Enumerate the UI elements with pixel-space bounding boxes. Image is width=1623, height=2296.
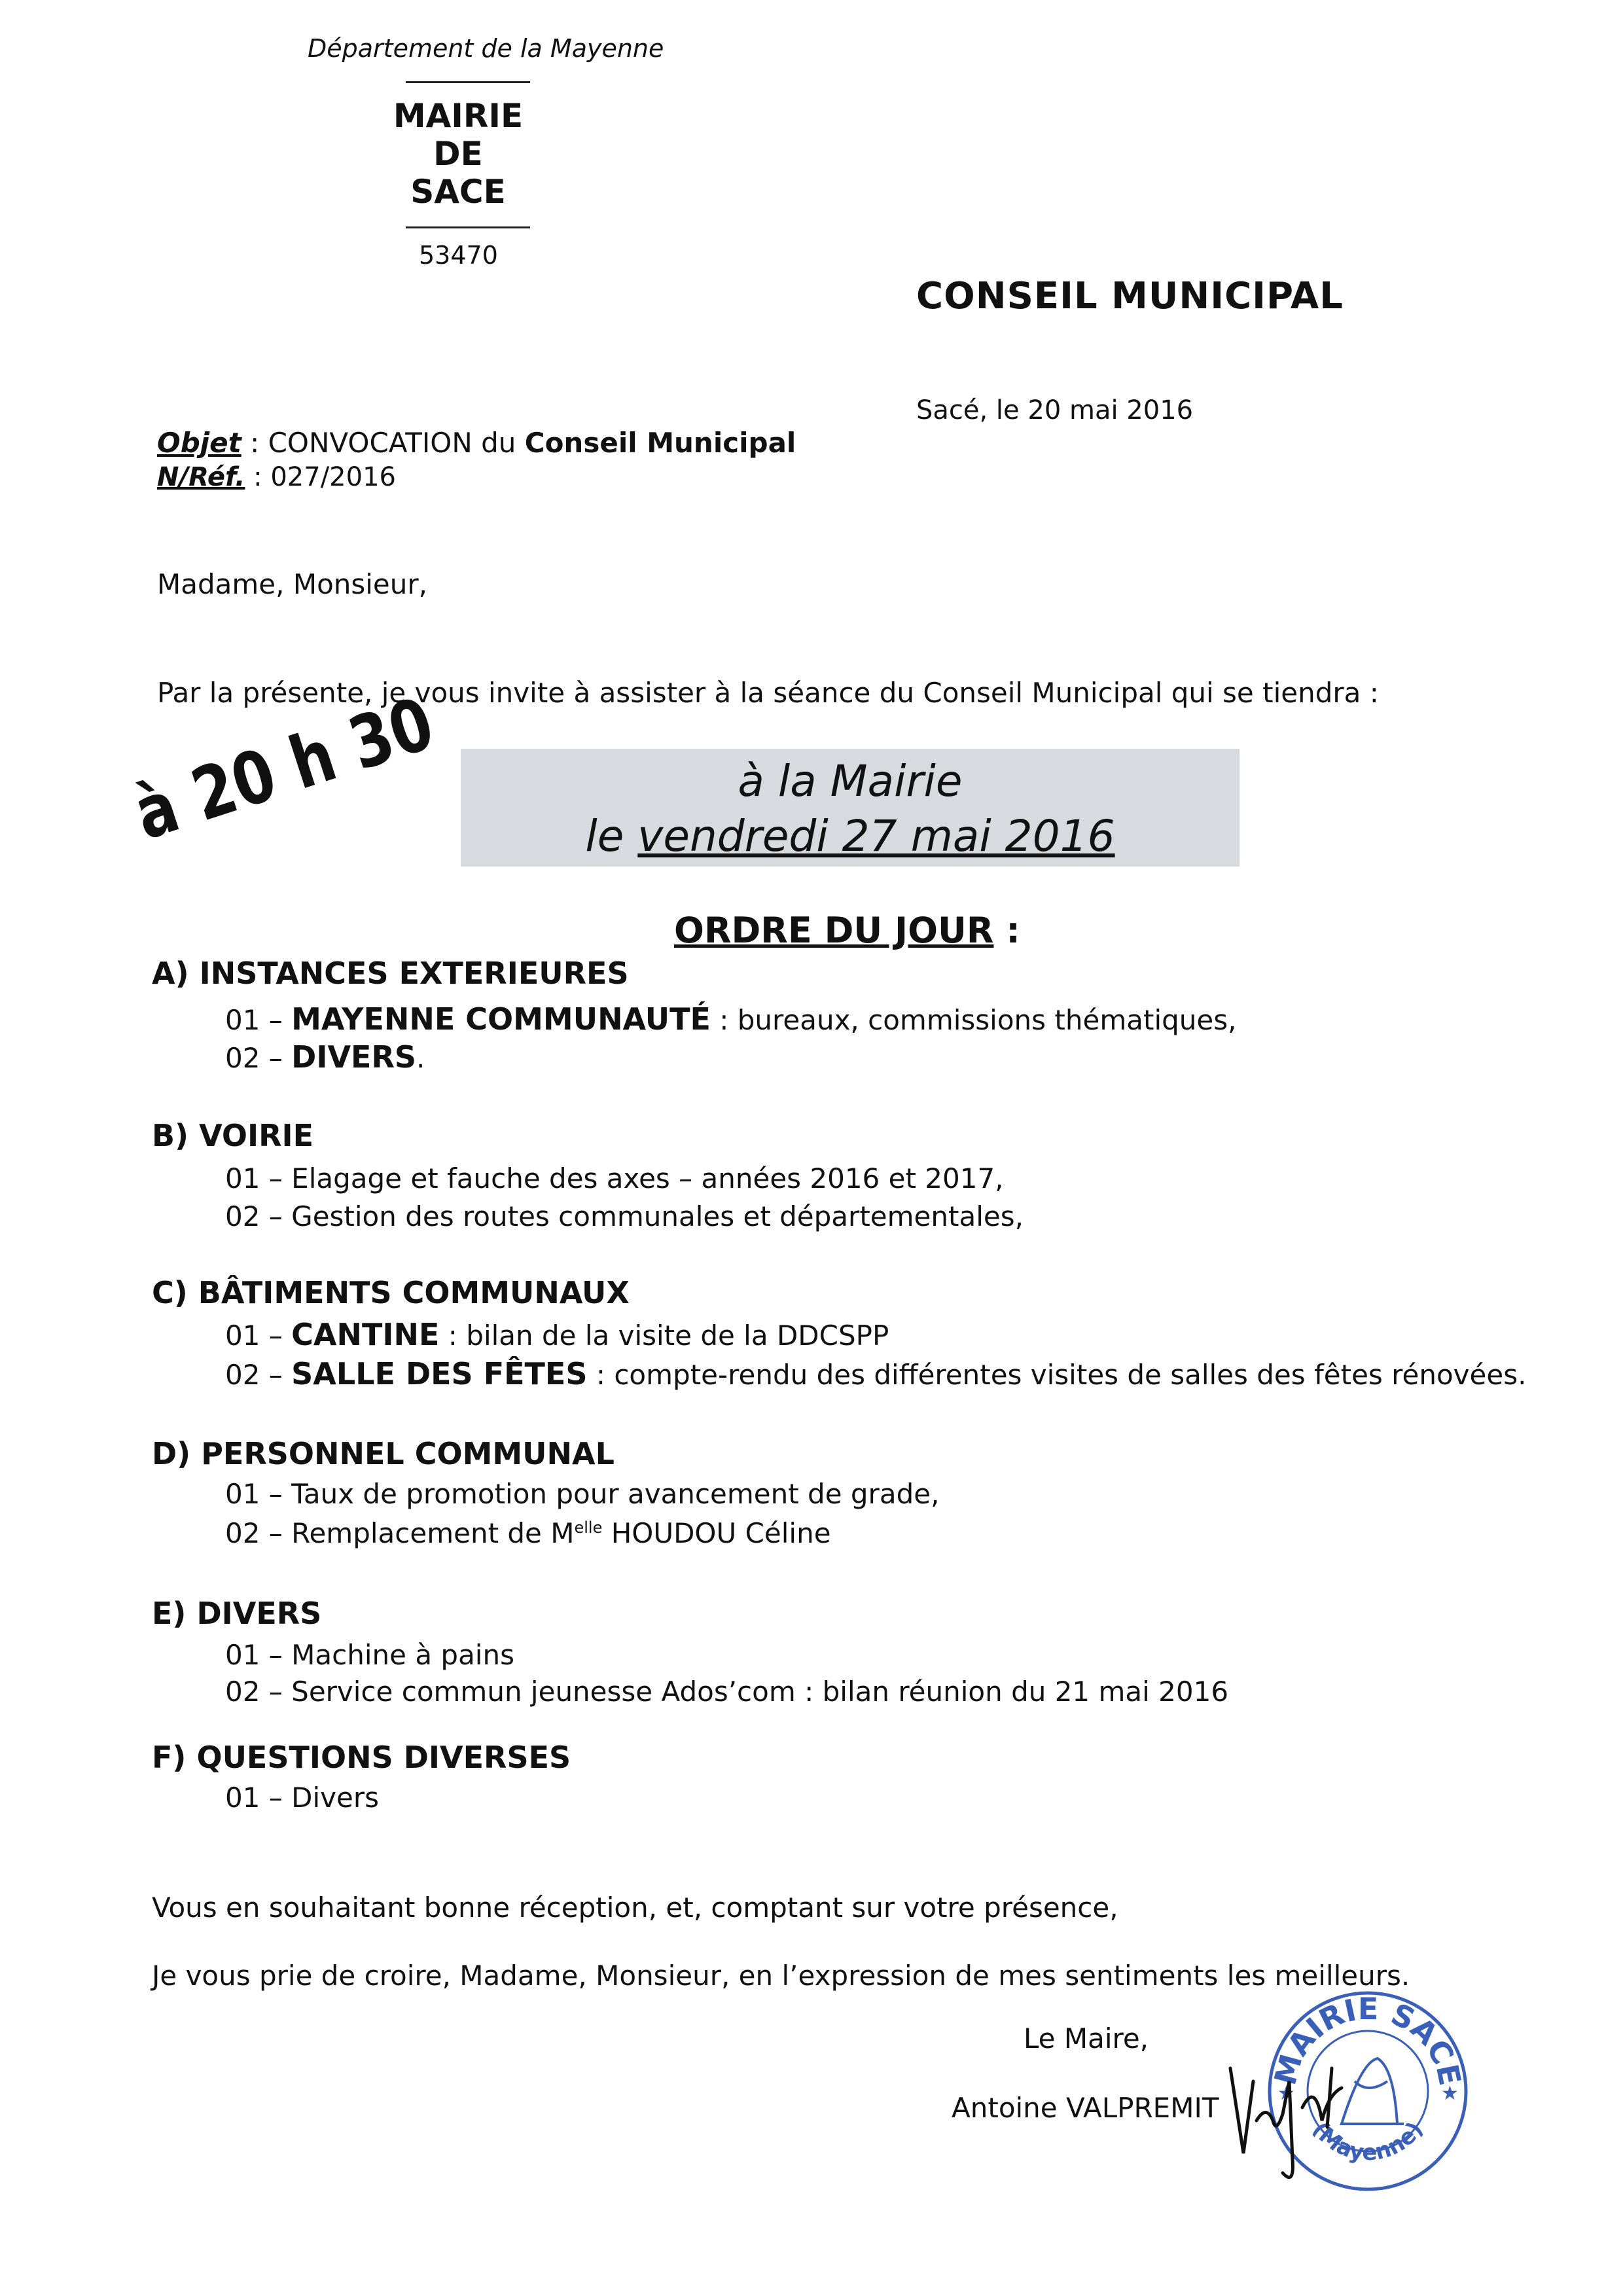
reference-sep: : — [245, 462, 271, 492]
agenda-item — [225, 1639, 514, 1671]
item-text: Gestion des routes communales et départementales, — [291, 1200, 1024, 1232]
section-title: B) VOIRIE — [152, 1118, 314, 1153]
item-text: Machine à pains — [291, 1639, 514, 1671]
signer-name: Antoine VALPREMIT — [952, 2092, 1219, 2124]
item-number: 01 – — [225, 1004, 292, 1036]
item-text: Elagage et fauche des axes – années 2016 et 2017, — [291, 1162, 1004, 1194]
subject-label: Objet — [157, 427, 241, 459]
item-text: : bureaux, commissions thématiques, — [710, 1004, 1237, 1036]
subject-sep: : — [241, 427, 268, 459]
agenda-item — [225, 1517, 831, 1549]
subject-bold: Conseil Municipal — [524, 427, 796, 459]
handwritten-signature — [1217, 2042, 1414, 2199]
agenda-item — [225, 1356, 1526, 1391]
intro-paragraph: Par la présente, je vous invite à assister à la séance du Conseil Municipal qui se tiendra : — [157, 677, 1379, 709]
item-bold: SALLE DES FÊTES — [291, 1356, 588, 1391]
reference-label: N/Réf. — [157, 462, 245, 492]
item-text: Remplacement de M — [291, 1517, 575, 1549]
agenda-item — [225, 1782, 379, 1814]
item-number: 01 – — [225, 1162, 292, 1194]
section-title: C) BÂTIMENTS COMMUNAUX — [152, 1275, 630, 1310]
item-superscript: elle — [574, 1518, 603, 1537]
item-text: : compte-rendu des différentes visites de salles des fêtes rénovées. — [587, 1359, 1527, 1391]
agenda-title-text: ORDRE DU JOUR — [674, 910, 994, 951]
subject-line — [157, 427, 796, 459]
item-text: . — [416, 1042, 425, 1074]
agenda-title — [674, 910, 1020, 951]
item-bold: CANTINE — [291, 1317, 440, 1352]
item-bold: MAYENNE COMMUNAUTÉ — [291, 1001, 711, 1037]
place-date: Sacé, le 20 mai 2016 — [916, 395, 1194, 425]
agenda-item — [225, 1478, 939, 1510]
signer-role: Le Maire, — [1024, 2022, 1149, 2054]
meeting-date-line — [461, 809, 1240, 864]
item-number: 02 – — [225, 1676, 292, 1708]
greeting: Madame, Monsieur, — [157, 568, 428, 600]
closing-line: Vous en souhaitant bonne réception, et, comptant sur votre présence, — [152, 1892, 1118, 1924]
document-title: CONSEIL MUNICIPAL — [916, 275, 1344, 317]
subject-text: CONVOCATION du — [268, 427, 525, 459]
section-title: E) DIVERS — [152, 1596, 322, 1631]
mairie-line: MAIRIE — [393, 97, 524, 135]
mairie-line: SACE — [410, 173, 506, 211]
item-number: 02 – — [225, 1200, 292, 1232]
item-text: Taux de promotion pour avancement de grade, — [291, 1478, 940, 1510]
item-number: 01 – — [225, 1782, 292, 1814]
item-number: 01 – — [225, 1639, 292, 1671]
item-bold: DIVERS — [291, 1039, 417, 1075]
item-text: Divers — [291, 1782, 380, 1814]
postal-code: 53470 — [419, 241, 498, 270]
mairie-line: DE — [433, 135, 483, 173]
stamp-top-text: MAIRIE SACE — [1267, 1990, 1469, 2089]
item-number: 01 – — [225, 1319, 292, 1352]
item-text-after: HOUDOU Céline — [602, 1517, 831, 1549]
meeting-date-prefix: le — [585, 811, 638, 861]
item-number: 02 – — [225, 1517, 292, 1549]
item-number: 02 – — [225, 1359, 292, 1391]
agenda-item — [225, 1317, 889, 1352]
meeting-venue-box — [461, 749, 1240, 867]
reference-line — [157, 462, 396, 492]
mairie-title — [366, 97, 550, 211]
star-icon: ★ — [1441, 2082, 1459, 2105]
meeting-date: vendredi 27 mai 2016 — [637, 811, 1115, 861]
agenda-item — [225, 1039, 425, 1075]
item-text: : bilan de la visite de la DDCSPP — [439, 1319, 889, 1352]
section-title: A) INSTANCES EXTERIEURES — [152, 956, 629, 991]
agenda-item — [225, 1001, 1236, 1037]
header-rule-bottom — [406, 226, 530, 228]
department-label: Département de la Mayenne — [308, 34, 664, 63]
item-text: Service commun jeunesse Ados’com : bilan réunion du 21 mai 2016 — [291, 1676, 1229, 1708]
meeting-time: à 20 h 30 — [124, 681, 444, 856]
item-number: 01 – — [225, 1478, 292, 1510]
item-number: 02 – — [225, 1042, 292, 1074]
closing-line: Je vous prie de croire, Madame, Monsieur, en l’expression de mes sentiments les meilleurs. — [152, 1960, 1410, 1992]
header-rule-top — [406, 81, 530, 83]
section-title: F) QUESTIONS DIVERSES — [152, 1740, 571, 1775]
agenda-title-colon: : — [993, 910, 1020, 951]
meeting-place: à la Mairie — [738, 756, 963, 806]
stamp-bottom-text: (Mayenne) — [1307, 2117, 1429, 2166]
star-icon: ★ — [1277, 2082, 1295, 2105]
section-title: D) PERSONNEL COMMUNAL — [152, 1436, 615, 1471]
agenda-item — [225, 1200, 1024, 1232]
agenda-item — [225, 1676, 1228, 1708]
reference-value: 027/2016 — [270, 462, 396, 492]
agenda-item — [225, 1162, 1004, 1194]
